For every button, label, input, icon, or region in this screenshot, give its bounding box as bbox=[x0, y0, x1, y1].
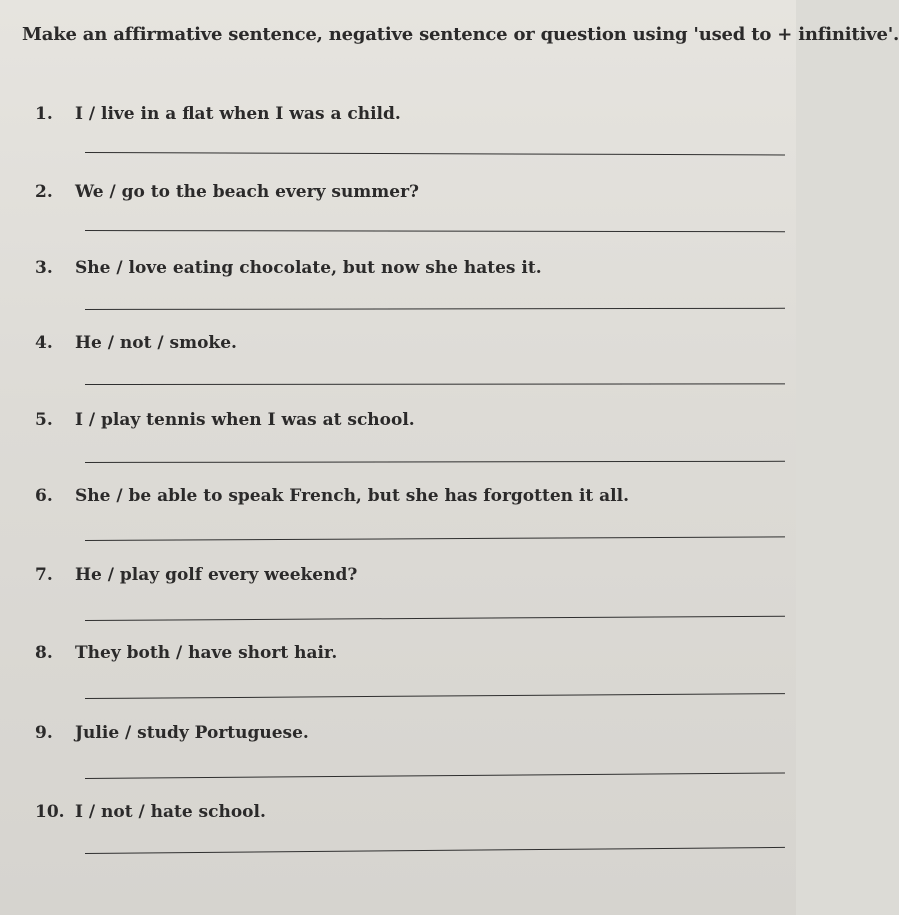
item-prompt: They both / have short hair. bbox=[75, 643, 338, 663]
answer-line-4[interactable] bbox=[85, 383, 785, 385]
item-prompt: Julie / study Portuguese. bbox=[75, 723, 309, 743]
item-number: 1. bbox=[35, 104, 53, 124]
exercise-item-8 bbox=[35, 643, 337, 663]
exercise-item-4 bbox=[35, 333, 237, 353]
item-number: 8. bbox=[35, 643, 53, 663]
item-number: 2. bbox=[35, 182, 53, 202]
answer-line-6[interactable] bbox=[85, 536, 785, 541]
instruction-heading: Make an affirmative sentence, negative sentence or question using 'used to + infinitive'. bbox=[22, 24, 899, 45]
exercise-item-5 bbox=[35, 410, 415, 430]
item-number: 4. bbox=[35, 333, 53, 353]
item-number: 10. bbox=[35, 802, 65, 822]
item-prompt: He / play golf every weekend? bbox=[75, 565, 358, 585]
answer-line-3[interactable] bbox=[85, 308, 785, 310]
answer-line-9[interactable] bbox=[85, 773, 785, 779]
exercise-item-3 bbox=[35, 258, 542, 278]
item-number: 5. bbox=[35, 410, 53, 430]
item-number: 6. bbox=[35, 486, 53, 506]
item-number: 7. bbox=[35, 565, 53, 585]
answer-line-7[interactable] bbox=[85, 616, 785, 621]
answer-line-8[interactable] bbox=[85, 693, 785, 699]
item-prompt: We / go to the beach every summer? bbox=[75, 182, 420, 202]
exercise-item-7 bbox=[35, 565, 357, 585]
exercise-item-9 bbox=[35, 723, 309, 743]
answer-line-1[interactable] bbox=[85, 152, 785, 155]
answer-line-10[interactable] bbox=[85, 847, 785, 854]
item-number: 9. bbox=[35, 723, 53, 743]
item-prompt: I / not / hate school. bbox=[75, 802, 266, 822]
item-prompt: She / love eating chocolate, but now she hates it. bbox=[75, 258, 542, 278]
item-number: 3. bbox=[35, 258, 53, 278]
item-prompt: He / not / smoke. bbox=[75, 333, 237, 353]
answer-line-2[interactable] bbox=[85, 230, 785, 232]
answer-line-5[interactable] bbox=[85, 461, 785, 463]
exercise-item-10 bbox=[35, 802, 266, 822]
item-prompt: She / be able to speak French, but she has forgotten it all. bbox=[75, 486, 630, 506]
exercise-item-6 bbox=[35, 486, 629, 506]
exercise-item-1 bbox=[35, 104, 401, 124]
item-prompt: I / play tennis when I was at school. bbox=[75, 410, 415, 430]
exercise-item-2 bbox=[35, 182, 419, 202]
item-prompt: I / live in a flat when I was a child. bbox=[75, 104, 401, 124]
